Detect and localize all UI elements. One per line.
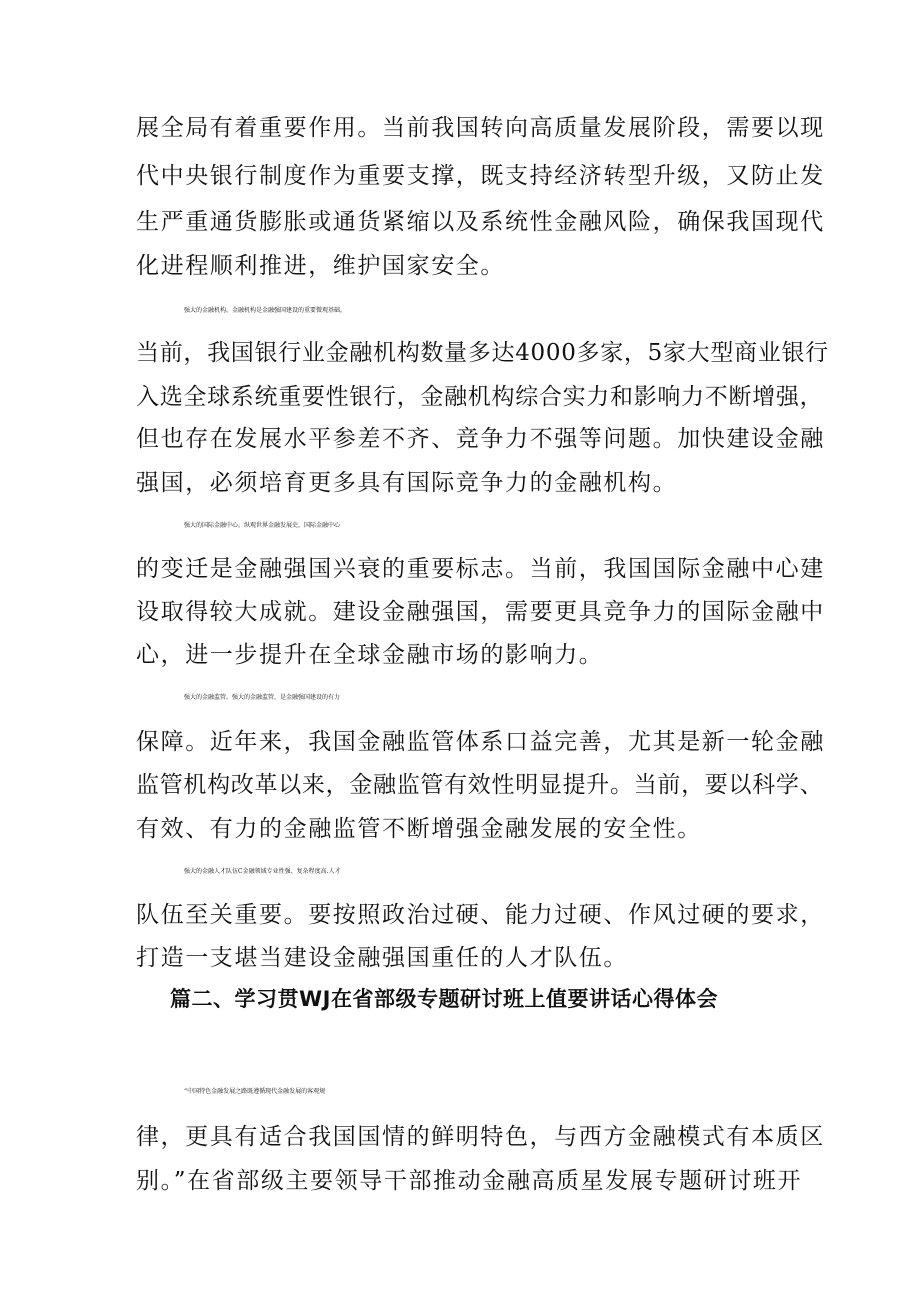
paragraph-line: 有效、有力的金融监管不断增强金融发展的安全性。: [136, 816, 702, 842]
paragraph-line: 强大的金融监管。强大的金融监管，是金融强国建设的有力: [184, 694, 341, 701]
paragraph-line: 但也存在发展水平参差不齐、竞争力不强等问题。加快建设金融: [136, 426, 825, 452]
paragraph-line: “中国特色金融发展之路既遵循现代金融发展的客观规: [184, 1088, 326, 1095]
paragraph-line: 当前，我国银行业金融机构数量多达4000多家，5家大型商业银行: [136, 340, 829, 366]
paragraph-line: 代中央银行制度作为重要支撑，既支持经济转型升级，又防止发: [136, 163, 825, 189]
paragraph-line: 的变迁是金融强国兴衰的重要标志。当前，我国国际金融中心建: [136, 556, 825, 582]
paragraph-line: 打造一支堪当建设金融强国重任的人才队伍。: [136, 945, 628, 971]
paragraph-line: 生严重通货膨胀或通货紧缩以及系统性金融风险，确保我国现代: [136, 209, 825, 235]
paragraph-line: 保障。近年来，我国金融监管体系口益完善，尤其是新一轮金融: [136, 729, 825, 755]
paragraph-line: 强大的金融人才队伍C金融领域专业性强、复杂程度高.人才: [184, 868, 341, 875]
paragraph-line: 强国，必须培育更多具有国际竞争力的金融机构。: [136, 470, 678, 496]
paragraph-line: 律，更具有适合我国国情的鲜明特色，与西方金融模式有本质区: [136, 1124, 825, 1150]
paragraph-line: 强大的国际金融中心。纵观世界金融发展史，国际金融中心: [184, 522, 341, 529]
paragraph-line: 心，进一步提升在全球金融市场的影响力。: [136, 642, 604, 668]
paragraph-line: 入选全球系统重要性银行，金融机构综合实力和影响力不断增强，: [136, 384, 824, 410]
paragraph-line: 强大的金融机构。金融机构是金融强国建设的重要微观基础。: [184, 307, 347, 314]
paragraph-line: 别。”在省部级主要领导干部推动金融高质星发展专题研讨班开: [136, 1168, 803, 1194]
paragraph-line: 监管机构改革以来，金融监管有效性明显提升。当前，要以科学、: [136, 772, 824, 798]
section-heading: 篇二、学习贯WJ在省部级专题研讨班上值要讲话心得体会: [170, 987, 718, 1011]
paragraph-line: 队伍至关重要。要按照政治过硬、能力过硬、作风过硬的要求，: [136, 902, 825, 928]
paragraph-line: 展全局有着重要作用。当前我国转向高质量发展阶段，需要以现: [136, 115, 825, 141]
paragraph-line: 化进程顺利推进，维护国家安全。: [136, 253, 505, 279]
paragraph-line: 设取得较大成就。建设金融强国，需要更具竞争力的国际金融中: [136, 599, 825, 625]
